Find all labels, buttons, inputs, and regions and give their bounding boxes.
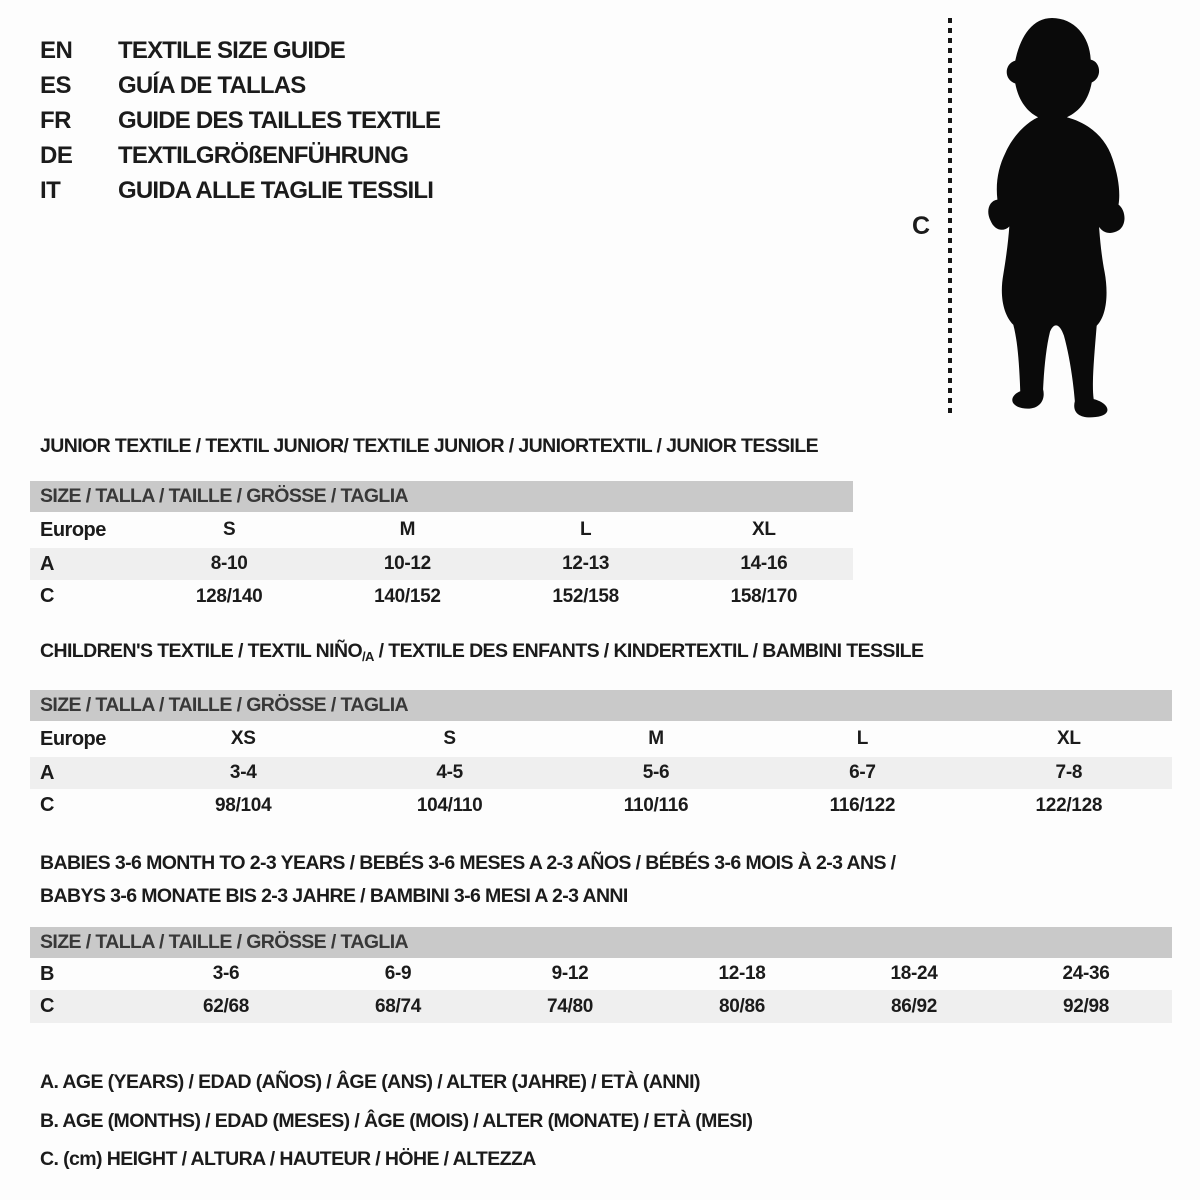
size-col-header: S <box>443 728 456 749</box>
language-row-es <box>40 68 440 103</box>
size-col-header: XL <box>752 519 776 540</box>
table-header-row <box>30 721 1172 757</box>
children-section-title <box>40 640 923 664</box>
babies-title-line1: BABIES 3-6 MONTH TO 2-3 YEARS / BEBÉS 3-6 MESES A 2-3 AÑOS / BÉBÉS 3-6 MOIS À 2-3 ANS / <box>40 852 896 874</box>
language-code: ES <box>40 71 72 99</box>
toddler-silhouette-icon <box>962 12 1144 424</box>
age-cell: 8-10 <box>210 553 248 574</box>
age-cell: 3-6 <box>212 963 240 984</box>
height-measure-label: C <box>911 212 931 240</box>
page-title-it: GUIDA ALLE TAGLIE TESSILI <box>118 176 434 204</box>
height-cell: 98/104 <box>215 794 272 816</box>
age-cell: 12-18 <box>718 963 766 984</box>
region-label: Europe <box>40 518 106 541</box>
age-cell: 14-16 <box>740 553 788 574</box>
height-cell: 140/152 <box>374 585 441 607</box>
children-title-sub: /A <box>362 649 374 664</box>
age-cell: 5-6 <box>642 762 670 783</box>
height-measure-dashed-line <box>948 18 952 416</box>
table-row-height <box>30 580 853 613</box>
age-cell: 3-4 <box>229 762 257 783</box>
size-col-header: XS <box>230 728 256 749</box>
height-cell: 158/170 <box>730 585 798 607</box>
language-code: EN <box>40 36 73 64</box>
size-col-header: L <box>579 519 592 540</box>
region-label: Europe <box>40 727 106 750</box>
row-label: A <box>40 761 54 784</box>
row-label: C <box>40 585 54 607</box>
size-col-header: XL <box>1056 728 1081 749</box>
height-cell: 122/128 <box>1035 794 1103 816</box>
height-cell: 62/68 <box>202 995 250 1017</box>
table-row-age-months <box>30 958 1172 990</box>
page-title-de: TEXTILGRÖßENFÜHRUNG <box>118 141 409 169</box>
children-size-table <box>30 690 1172 822</box>
height-cell: 128/140 <box>195 585 263 607</box>
table-header-row <box>30 512 853 548</box>
row-label: C <box>40 794 54 816</box>
age-cell: 6-7 <box>849 762 876 783</box>
table-row-height <box>30 789 1172 822</box>
age-cell: 24-36 <box>1062 963 1110 984</box>
age-cell: 12-13 <box>562 553 610 574</box>
age-cell: 4-5 <box>436 762 463 783</box>
children-title-pre: CHILDREN'S TEXTILE / TEXTIL NIÑO <box>40 640 363 662</box>
row-label: B <box>40 962 54 985</box>
legend-height-cm: C. (cm) HEIGHT / ALTURA / HAUTEUR / HÖHE / ALTEZZA <box>40 1148 536 1170</box>
language-code: IT <box>40 176 61 204</box>
age-cell: 9-12 <box>551 963 589 984</box>
babies-title-line2: BABYS 3-6 MONATE BIS 2-3 JAHRE / BAMBINI 3-6 MESI A 2-3 ANNI <box>40 885 628 907</box>
language-row-it <box>40 173 440 208</box>
language-row-de <box>40 138 440 173</box>
row-label: C <box>40 995 54 1017</box>
table-row-age <box>30 548 853 580</box>
size-col-header: M <box>648 728 664 749</box>
page-title-es: GUÍA DE TALLAS <box>118 71 306 99</box>
table-row-height <box>30 990 1172 1023</box>
legend-age-years: A. AGE (YEARS) / EDAD (AÑOS) / ÂGE (ANS) / ALTER (JAHRE) / ETÀ (ANNI) <box>40 1071 700 1093</box>
size-header-label: SIZE / TALLA / TAILLE / GRÖSSE / TAGLIA <box>40 694 409 716</box>
junior-section-title: JUNIOR TEXTILE / TEXTIL JUNIOR/ TEXTILE JUNIOR / JUNIORTEXTIL / JUNIOR TESSILE <box>40 435 819 457</box>
age-cell: 7-8 <box>1055 762 1083 783</box>
size-header-bar <box>30 927 1172 958</box>
height-cell: 104/110 <box>416 794 483 816</box>
age-cell: 18-24 <box>890 963 938 984</box>
size-header-bar <box>30 481 853 512</box>
page-title-en: TEXTILE SIZE GUIDE <box>118 36 345 64</box>
language-row-fr <box>40 103 440 138</box>
height-cell: 92/98 <box>1062 995 1110 1017</box>
junior-size-table <box>30 481 853 613</box>
height-cell: 110/116 <box>623 794 689 816</box>
language-code: FR <box>40 106 71 134</box>
height-cell: 74/80 <box>546 995 594 1017</box>
size-header-label: SIZE / TALLA / TAILLE / GRÖSSE / TAGLIA <box>40 931 409 953</box>
table-row-age <box>30 757 1172 789</box>
babies-size-table <box>30 927 1172 1023</box>
legend-age-months: B. AGE (MONTHS) / EDAD (MESES) / ÂGE (MOIS) / ALTER (MONATE) / ETÀ (MESI) <box>40 1110 753 1132</box>
height-cell: 116/122 <box>829 794 896 816</box>
page-title-fr: GUIDE DES TAILLES TEXTILE <box>118 106 441 134</box>
height-cell: 80/86 <box>718 995 766 1017</box>
row-label: A <box>40 552 54 575</box>
size-header-label: SIZE / TALLA / TAILLE / GRÖSSE / TAGLIA <box>40 485 409 507</box>
height-cell: 152/158 <box>552 585 619 607</box>
age-cell: 6-9 <box>384 963 412 984</box>
language-title-list <box>40 33 440 208</box>
size-col-header: M <box>399 519 416 540</box>
age-cell: 10-12 <box>383 553 431 574</box>
size-col-header: S <box>222 519 236 540</box>
language-row-en <box>40 33 440 68</box>
height-cell: 86/92 <box>890 995 938 1017</box>
children-title-post: / TEXTILE DES ENFANTS / KINDERTEXTIL / BAMBINI TESSILE <box>373 640 924 662</box>
size-header-bar <box>30 690 1172 721</box>
size-col-header: L <box>856 728 869 749</box>
height-cell: 68/74 <box>374 995 422 1017</box>
language-code: DE <box>40 141 73 169</box>
babies-section-title <box>40 847 895 913</box>
